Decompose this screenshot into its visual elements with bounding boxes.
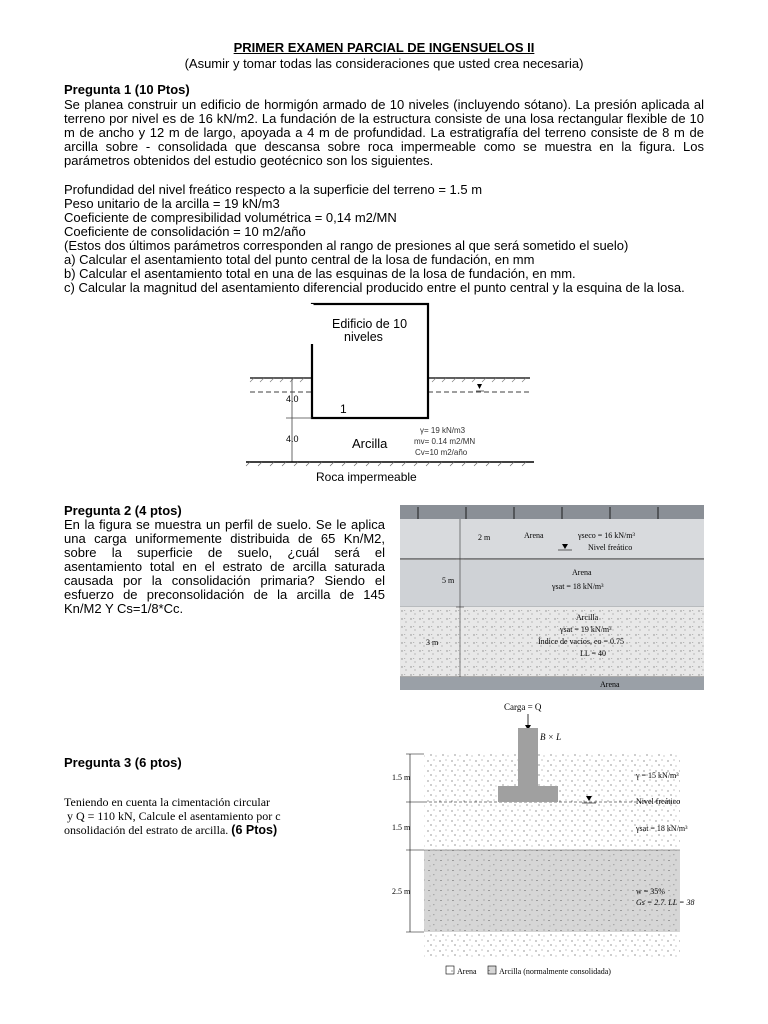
q3-load-label: Carga = Q — [504, 702, 542, 712]
q3-heading: Pregunta 3 (6 ptos) — [64, 755, 182, 770]
q3-text-line-1: Teniendo en cuenta la cimentación circular — [64, 795, 271, 809]
q2-figure — [400, 505, 704, 690]
q2-depth-3: 3 m — [426, 638, 439, 647]
q1-heading: Pregunta 1 (10 Ptos) — [64, 82, 190, 97]
q3-depth-2: 1.5 m — [392, 823, 411, 832]
q3-figure — [390, 698, 710, 980]
q1-point-label: 1 — [340, 402, 347, 416]
q3-legend-clay: Arcilla (normalmente consolidada) — [499, 967, 611, 976]
q1-params — [64, 183, 685, 295]
q2-gamma-dry: γseco = 16 kN/m³ — [578, 531, 635, 540]
q3-w-label: w = 35% — [636, 887, 665, 896]
q3-legend-sand: Arena — [457, 967, 477, 976]
q1-question-c: c) Calcular la magnitud del asentamiento diferencial producido entre el punto central y la esquina de la losa. — [64, 280, 685, 295]
q1-param-2: Coeficiente de compresibilidad volumétrica = 0,14 m2/MN — [64, 210, 397, 225]
q1-gamma-label: γ= 19 kN/m3 — [420, 426, 466, 435]
q1-param-0: Profundidad del nivel freático respecto a la superficie del terreno = 1.5 m — [64, 182, 483, 197]
q2-gamma-sat-clay: γsat = 19 kN/m³ — [560, 625, 612, 634]
q2-void-ratio: Índice de vacíos, eo = 0.75 — [538, 637, 625, 646]
q1-cv-label: Cv=10 m2/año — [415, 448, 468, 457]
q3-text-line-2: y Q = 110 kN, Calcule el asentamiento por c — [64, 809, 281, 823]
exam-subtitle: (Asumir y tomar todas las consideraciones que usted crea necesaria) — [184, 56, 584, 71]
q2-clay-label: Arcilla — [576, 613, 599, 622]
q3-text — [64, 795, 324, 837]
q2-ll-label: LL = 40 — [580, 649, 606, 658]
q1-depth-bottom: 4.0 — [286, 434, 299, 444]
q1-param-4: (Estos dos últimos parámetros corresponden al rango de presiones al que será sometido el suelo) — [64, 238, 629, 253]
q1-intro: Se planea construir un edificio de hormigón armado de 10 niveles (incluyendo sótano). La presión aplicada al terreno por nivel es de 16 kN/m2. La fundación de la estructura consiste de una losa rectangular flexible de 10 m de ancho y 12 m de largo, apoyada a 4 m de profundidad. La estratigrafía del terreno consiste de 8 m de arcilla sobre - consolidada que descansa sobre roca impermeable como se muestra en la figura. Los parámetros obtenidos del estudio geotécnico son los siguientes. — [64, 97, 704, 168]
q2-sand2-label: Arena — [572, 568, 592, 577]
q3-text-points: (6 Ptos) — [231, 823, 278, 837]
exam-title: PRIMER EXAMEN PARCIAL DE INGENSUELOS II — [233, 40, 535, 55]
q2-gamma-sat-sand: γsat = 18 kN/m³ — [552, 582, 604, 591]
q3-depth-1: 1.5 m — [392, 773, 411, 782]
q3-depth-3: 2.5 m — [392, 887, 411, 896]
q3-gamma-sat-label: γsat = 18 kN/m³ — [636, 824, 688, 833]
q2-bottom-label: Arena — [600, 680, 620, 689]
q1-soil-label: Arcilla — [352, 436, 388, 451]
q3-gamma-label: γ = 15 kN/m³ — [636, 771, 679, 780]
q1-question-b: b) Calcular el asentamiento total en una de las esquinas de la losa de fundación, en mm. — [64, 266, 576, 281]
q3-gs-label: Gs = 2.7. LL = 38 — [636, 898, 695, 907]
q2-water-label: Nivel freático — [588, 543, 633, 552]
q1-question-a: a) Calcular el asentamiento total del punto central de la losa de fundación, en mm — [64, 252, 535, 267]
q1-mv-label: mv= 0.14 m2/MN — [414, 437, 476, 446]
q2-heading: Pregunta 2 (4 ptos) — [64, 503, 182, 518]
q2-depth-1: 2 m — [478, 533, 491, 542]
q1-param-1: Peso unitario de la arcilla = 19 kN/m3 — [64, 196, 280, 211]
q1-figure — [240, 300, 540, 490]
q1-rock-label: Roca impermeable — [316, 470, 417, 484]
q3-size-label: B × L — [540, 732, 562, 742]
q2-depth-2: 5 m — [442, 576, 455, 585]
q3-text-line-3: onsolidación del estrato de arcilla. — [64, 823, 229, 837]
q2-text: En la figura se muestra un perfil de suelo. Se le aplica una carga uniformemente distribuida de 65 Kn/M2, sobre la superficie de suelo, ¿cuál será el asentamiento total en el estrato de arcilla saturada causada por la consolidación primaria? Siendo el esfuerzo de preconsolidación de la arcilla de 145 Kn/M2 Y Cs=1/8*Cc. — [64, 517, 385, 616]
q1-building-label-2: niveles — [344, 330, 383, 344]
q1-param-3: Coeficiente de consolidación = 10 m2/año — [64, 224, 306, 239]
q2-sand1-label: Arena — [524, 531, 544, 540]
q3-water-label: Nivel freático — [636, 797, 681, 806]
q1-building-label-1: Edificio de 10 — [332, 317, 408, 331]
q1-depth-top: 4.0 — [286, 394, 299, 404]
